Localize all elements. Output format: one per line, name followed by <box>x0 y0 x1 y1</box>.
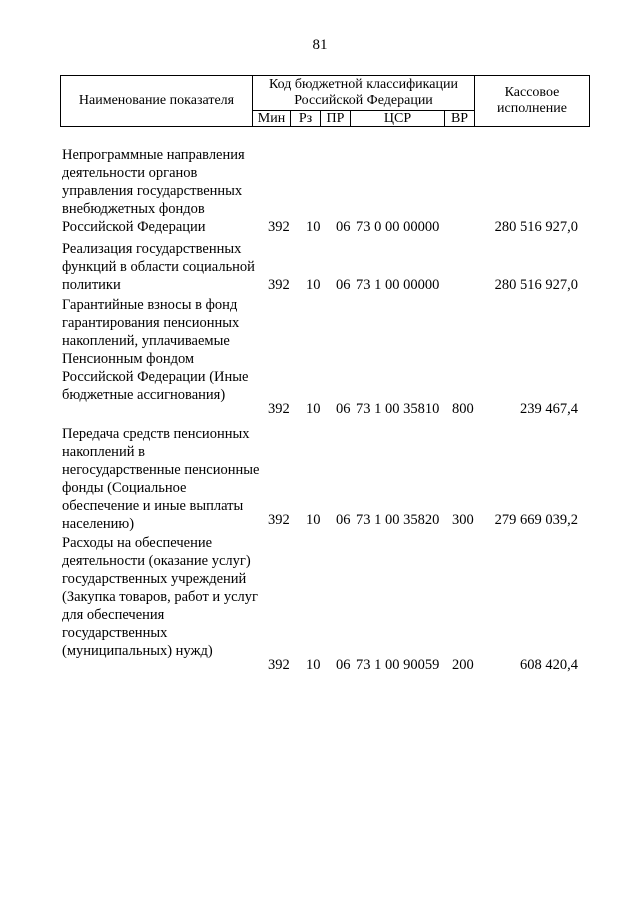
row-vr: 800 <box>452 401 474 417</box>
row-rz: 10 <box>306 401 321 417</box>
header-min: Мин <box>253 111 291 126</box>
page-number: 81 <box>312 37 328 53</box>
row-rz: 10 <box>306 512 321 528</box>
row-rz: 10 <box>306 277 321 293</box>
row-amount: 280 516 927,0 <box>494 219 578 235</box>
row-name: Расходы на обеспечение деятельности (оказание услуг) государственных учреждений (Закупка товаров, работ и услуг для обеспечения государственных (муниципальных) нужд) <box>62 535 258 659</box>
row-min: 392 <box>268 401 290 417</box>
row-name: Передача средств пенсионных накоплений в негосударственные пенсионные фонды (Социальное обеспечение и иные выплаты населению) <box>62 426 260 532</box>
table-header <box>60 75 590 127</box>
row-csr: 73 1 00 00000 <box>356 277 440 293</box>
row-amount: 280 516 927,0 <box>494 277 578 293</box>
header-code-group: Код бюджетной классификации Российской Федерации <box>253 76 475 111</box>
row-min: 392 <box>268 657 290 673</box>
row-vr: 300 <box>452 512 474 528</box>
row-rz: 10 <box>306 219 321 235</box>
table-row <box>0 534 640 678</box>
row-csr: 73 1 00 35820 <box>356 512 440 528</box>
header-rz: Рз <box>291 111 321 126</box>
header-name: Наименование показателя <box>61 76 253 126</box>
table-row <box>0 425 640 533</box>
row-csr: 73 1 00 35810 <box>356 401 440 417</box>
table-row <box>0 240 640 294</box>
table-row <box>0 146 640 236</box>
row-min: 392 <box>268 219 290 235</box>
row-pr: 06 <box>336 277 351 293</box>
row-amount: 279 669 039,2 <box>494 512 578 528</box>
header-csr: ЦСР <box>351 111 445 126</box>
row-rz: 10 <box>306 657 321 673</box>
header-vr: ВР <box>445 111 475 126</box>
row-name: Гарантийные взносы в фонд гарантирования пенсионных накоплений, уплачиваемые Пенсионным фондом Российской Федерации (Иные бюджетные ассигнования) <box>62 297 249 403</box>
row-pr: 06 <box>336 219 351 235</box>
table-row <box>0 296 640 417</box>
row-csr: 73 0 00 00000 <box>356 219 440 235</box>
header-pr: ПР <box>321 111 351 126</box>
row-amount: 239 467,4 <box>520 401 578 417</box>
row-csr: 73 1 00 90059 <box>356 657 440 673</box>
row-amount: 608 420,4 <box>520 657 578 673</box>
row-pr: 06 <box>336 657 351 673</box>
row-min: 392 <box>268 277 290 293</box>
row-min: 392 <box>268 512 290 528</box>
header-cash: Кассовое исполнение <box>497 85 567 116</box>
row-pr: 06 <box>336 512 351 528</box>
row-name: Реализация государственных функций в области социальной политики <box>62 241 255 293</box>
row-name: Непрограммные направления деятельности органов управления государственных внебюджетных фондов Российской Федерации <box>62 147 245 235</box>
row-pr: 06 <box>336 401 351 417</box>
row-vr: 200 <box>452 657 474 673</box>
